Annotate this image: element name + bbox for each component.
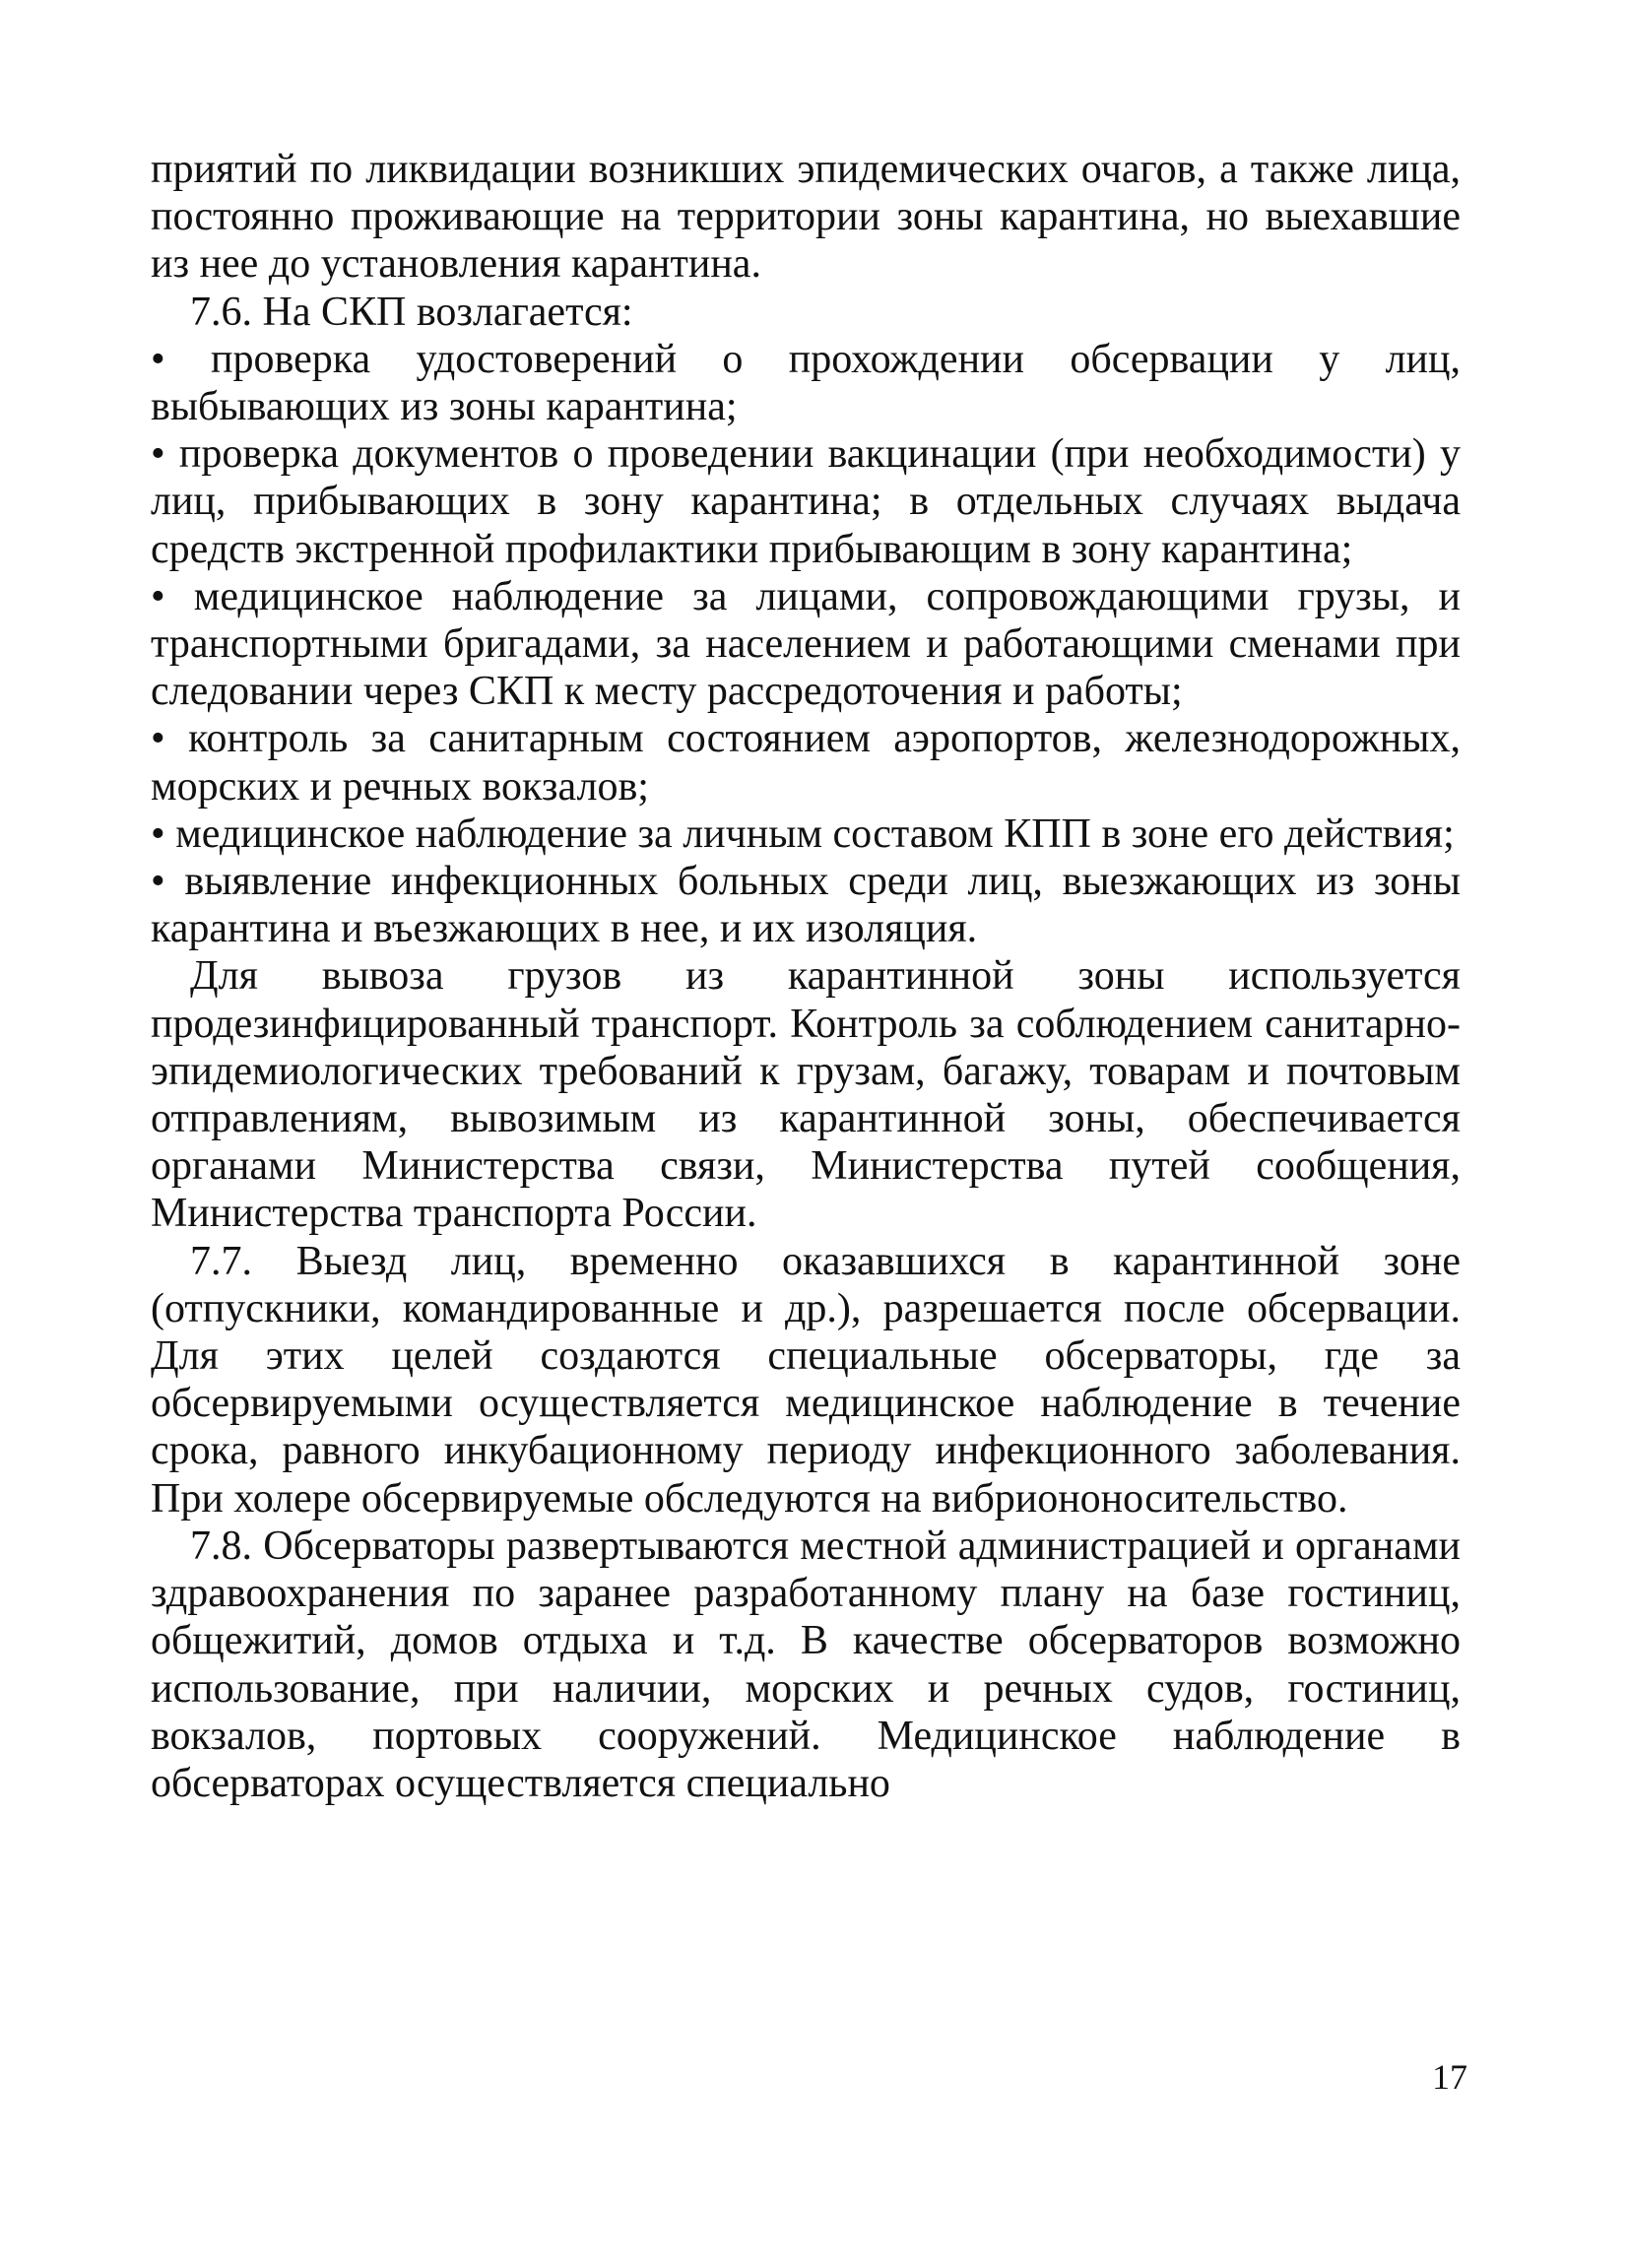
- paragraph-7-7: 7.7. Выезд лиц, временно оказавшихся в карантинной зоне (отпускники, командированные и др.), разрешается после обсервации. Для этих целей создаются специальные обсерваторы, где за обсервируемыми осуществляется медицинское наблюдение в течение срока, равного инкубационному периоду инфекционного заболевания. При холере обсервируемые обследуются на вибриононосительство.: [151, 1238, 1461, 1522]
- bullet-item: • контроль за санитарным состоянием аэропортов, железнодорожных, морских и речных вокзалов;: [151, 716, 1461, 810]
- paragraph-7-8: 7.8. Обсерваторы развертываются местной администрацией и органами здравоохранения по заранее разработанному плану на базе гостиниц, общежитий, домов отдыха и т.д. В качестве обсерваторов возможно использование, при наличии, морских и речных судов, гостиниц, вокзалов, портовых сооружений. Медицинское наблюдение в обсерваторах осуществляется специально: [151, 1523, 1461, 1806]
- bullet-item: • выявление инфекционных больных среди лиц, выезжающих из зоны карантина и въезжающих в нее, и их изоляция.: [151, 859, 1461, 952]
- bullet-item: • медицинское наблюдение за лицами, сопровождающими грузы, и транспортными бригадами, за населением и работающими сменами при следовании через СКП к месту рассредоточения и работы;: [151, 573, 1461, 715]
- bullet-item: • проверка удостоверений о прохождении обсервации у лиц, выбывающих из зоны карантина;: [151, 336, 1461, 430]
- bullet-item: • проверка документов о проведении вакцинации (при необходимости) у лиц, прибывающих в зону карантина; в отдельных случаях выдача средств экстренной профилактики прибывающим в зону карантина;: [151, 431, 1461, 572]
- paragraph-7-6: 7.6. На СКП возлагается:: [190, 289, 633, 335]
- page-number: 17: [1432, 2057, 1467, 2097]
- body-text: [151, 146, 1461, 1807]
- bullet-item: • медицинское наблюдение за личным составом КПП в зоне его действия;: [151, 810, 1455, 857]
- paragraph-cargo: Для вывоза грузов из карантинной зоны используется продезинфицированный транспорт. Контроль за соблюдением санитарно-эпидемиологических требований к грузам, багажу, товарам и почтовым отправлениям, вывозимым из карантинной зоны, обеспечивается органами Министерства связи, Министерства путей сообщения, Министерства транспорта России.: [151, 953, 1461, 1237]
- paragraph-continuation: приятий по ликвидации возникших эпидемических очагов, а также лица, постоянно проживающие на территории зоны карантина, но выехавшие из нее до установления карантина.: [151, 147, 1461, 288]
